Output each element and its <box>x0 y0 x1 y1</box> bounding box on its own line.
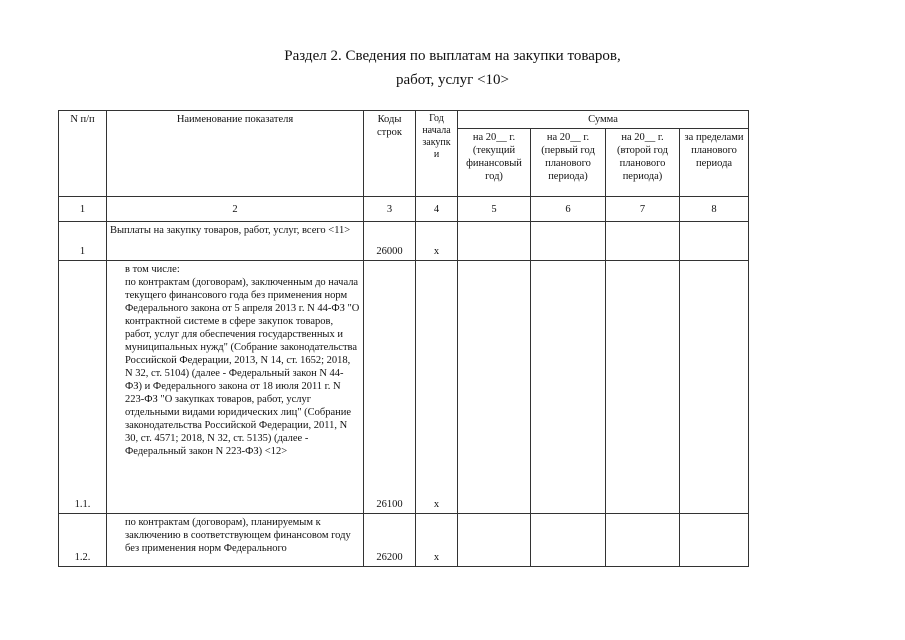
row-start-year: x <box>416 514 458 567</box>
row-indicator-name: Выплаты на закупку товаров, работ, услуг, всего <11> <box>107 222 364 261</box>
column-number: 7 <box>606 197 680 222</box>
section-title-line-1: Раздел 2. Сведения по выплатам на закупки товаров, <box>284 48 621 64</box>
row-sum-second <box>606 514 680 567</box>
row-sum-first <box>531 261 606 514</box>
payments-table <box>58 110 749 567</box>
header-sum: Сумма <box>458 111 749 129</box>
row-indicator-name: по контрактам (договорам), планируемым к заключению в соответствующем финансовом году без применения норм Федерального <box>107 514 364 567</box>
column-number-row <box>59 197 749 222</box>
row-code: 26200 <box>364 514 416 567</box>
header-sum-first: на 20__ г. (первый год планового периода) <box>531 129 606 197</box>
row-number: 1 <box>59 222 107 261</box>
row-sum-second <box>606 261 680 514</box>
row-sum-beyond <box>680 514 749 567</box>
header-sum-current: на 20__ г. (текущий финансовый год) <box>458 129 531 197</box>
row-sum-first <box>531 514 606 567</box>
header-num: N п/п <box>59 111 107 197</box>
row-indicator-name: в том числе: по контрактам (договорам), заключенным до начала текущего финансового года без применения норм Федерального закона от 5 апреля 2013 г. N 44-ФЗ "О контрактной системе в сфере закупок товаров, работ, услуг для обеспечения государственных и муниципальных нужд" (Собрание законодательства Российской Федерации, 2013, N 14, ст. 1652; 2018, N 32, ст. 5104) (далее - Федеральный закон N 44-ФЗ) и Федерального закона от 18 июля 2011 г. N 223-ФЗ "О закупках товаров, работ, услуг отдельными видами юридических лиц" (Собрание законодательства Российской Федерации, 2011, N 30, ст. 4571; 2018, N 32, ст. 5135) (далее - Федеральный закон N 223-ФЗ) <12> <box>107 261 364 514</box>
column-number: 8 <box>680 197 749 222</box>
header-name: Наименование показателя <box>107 111 364 197</box>
row-sum-current <box>458 514 531 567</box>
section-heading <box>0 44 905 92</box>
row-number: 1.1. <box>59 261 107 514</box>
row-start-year: x <box>416 261 458 514</box>
row-start-year: x <box>416 222 458 261</box>
row-sum-beyond <box>680 222 749 261</box>
column-number: 5 <box>458 197 531 222</box>
header-sum-beyond: за пределами планового периода <box>680 129 749 197</box>
header-sum-second: на 20__ г. (второй год планового периода) <box>606 129 680 197</box>
section-title-line-2: работ, услуг <10> <box>396 72 509 88</box>
row-number: 1.2. <box>59 514 107 567</box>
row-sum-second <box>606 222 680 261</box>
table-row <box>59 514 749 567</box>
header-row-top <box>59 111 749 129</box>
column-number: 3 <box>364 197 416 222</box>
header-year: Год начала закупк и <box>416 111 458 197</box>
column-number: 2 <box>107 197 364 222</box>
row-code: 26000 <box>364 222 416 261</box>
row-code: 26100 <box>364 261 416 514</box>
table-row <box>59 222 749 261</box>
header-codes: Коды строк <box>364 111 416 197</box>
column-number: 1 <box>59 197 107 222</box>
row-sum-current <box>458 222 531 261</box>
column-number: 4 <box>416 197 458 222</box>
row-sum-first <box>531 222 606 261</box>
column-number: 6 <box>531 197 606 222</box>
row-sum-current <box>458 261 531 514</box>
table-row <box>59 261 749 514</box>
row-sum-beyond <box>680 261 749 514</box>
